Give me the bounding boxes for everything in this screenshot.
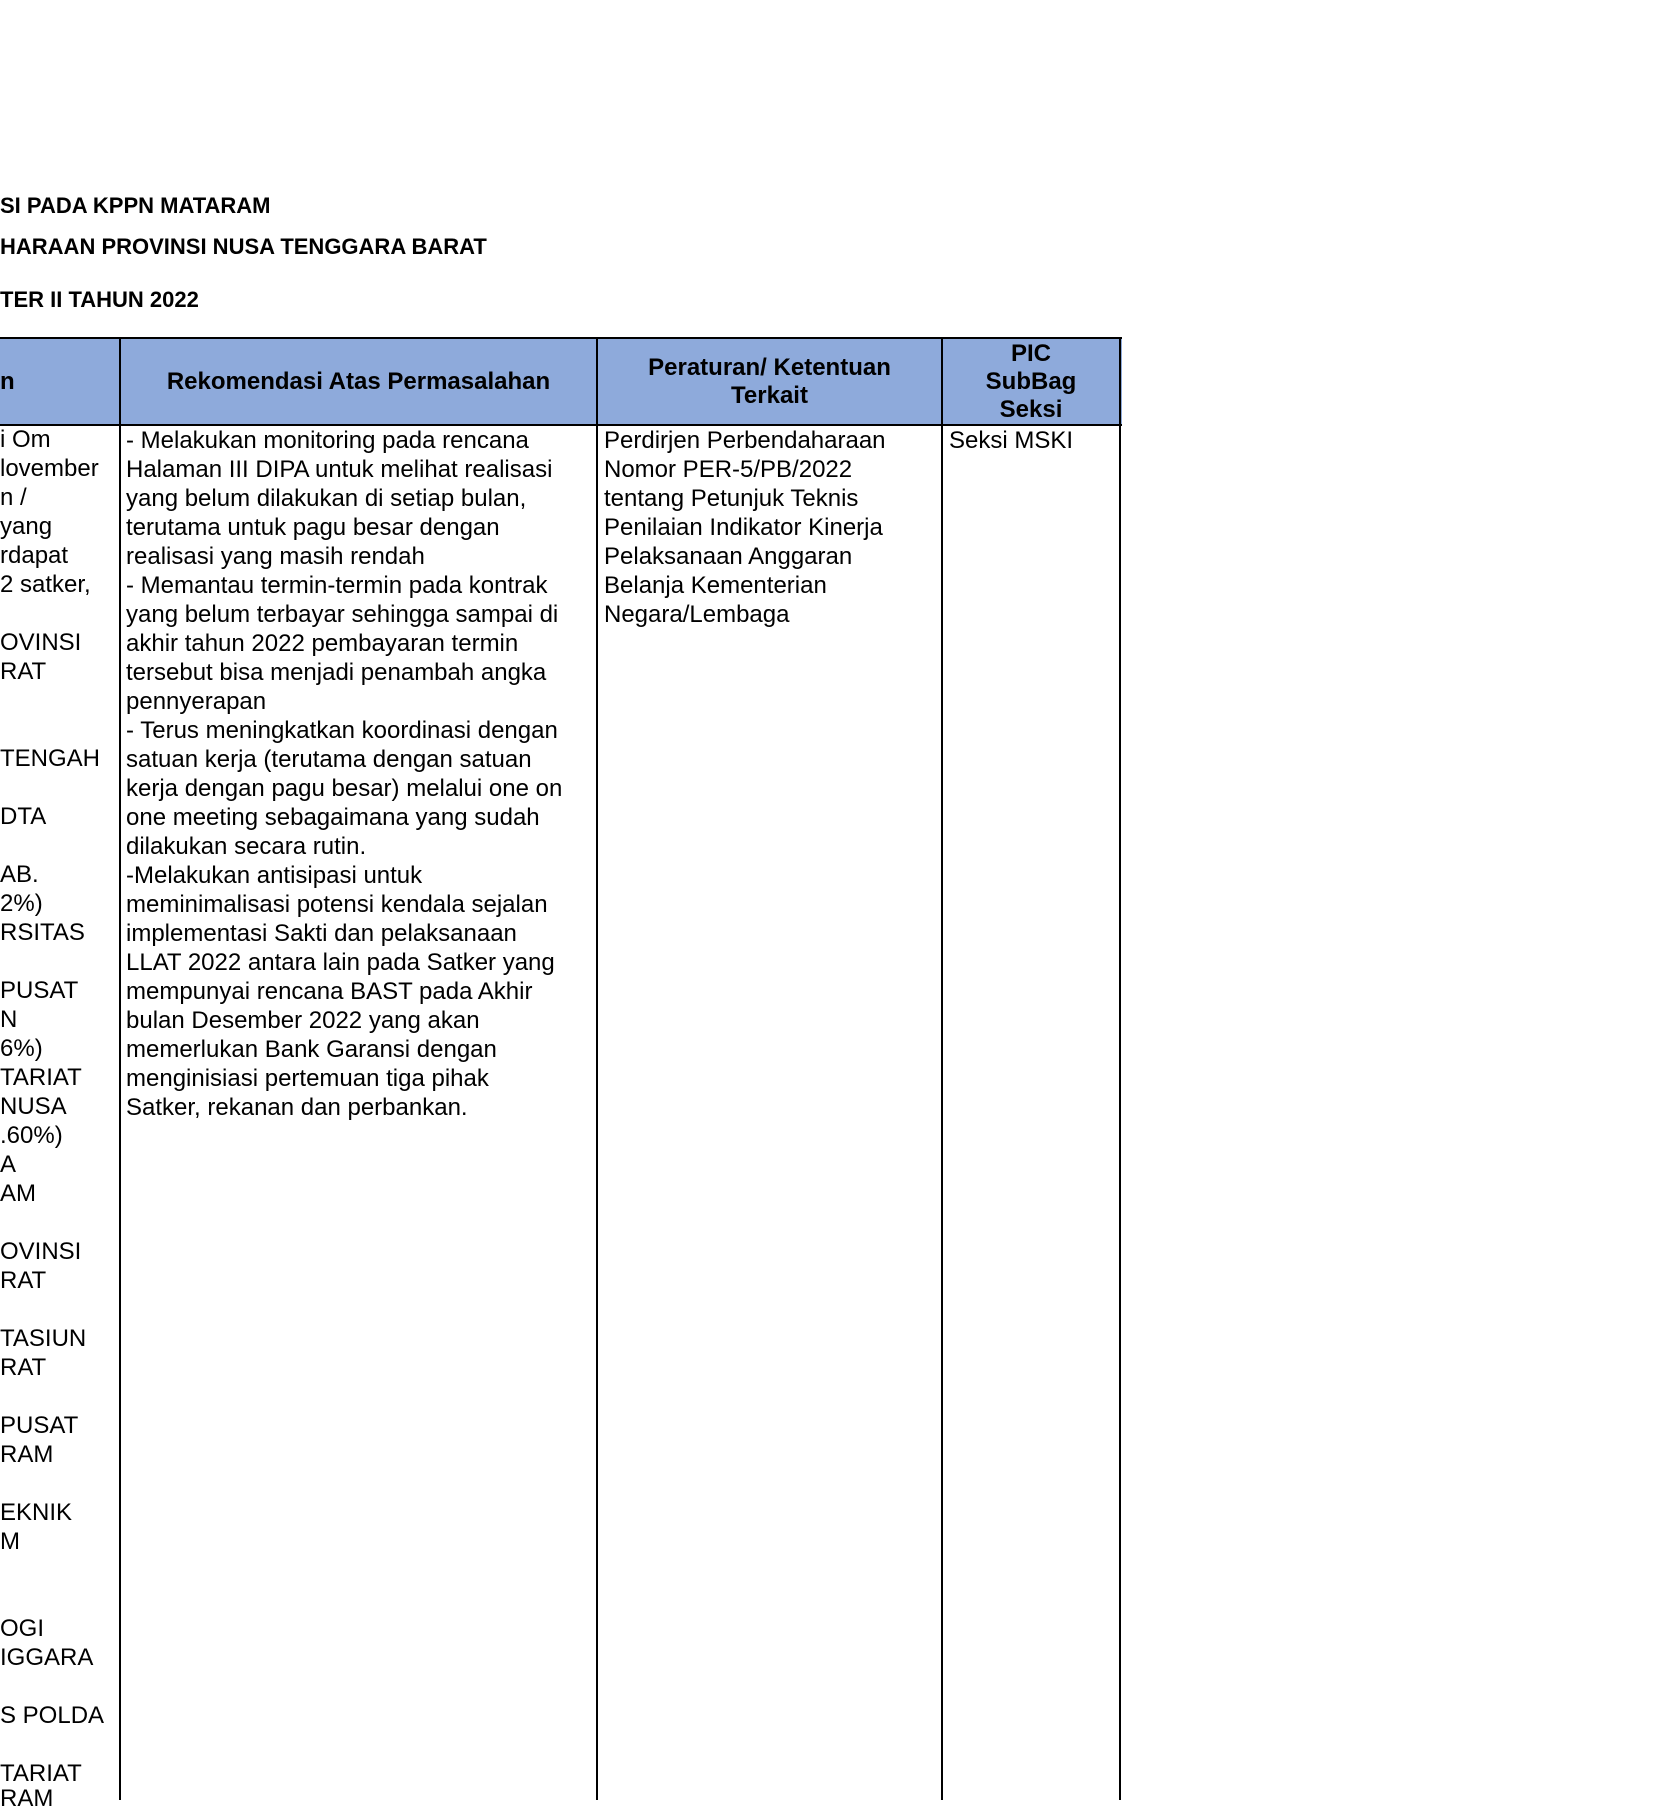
col1-fragment: M [0,1528,20,1555]
col1-fragment: n / [0,484,27,511]
peraturan-cell: Perdirjen Perbendaharaan Nomor PER-5/PB/2022 tentang Petunjuk Teknis Penilaian Indikator Kinerja Pelaksanaan Anggaran Belanja Kementerian Negara/Lembaga [604,427,886,628]
rekomendasi-cell: - Melakukan monitoring pada rencana Halaman III DIPA untuk melihat realisasi yang belum dilakukan di setiap bulan, terutama untuk pagu besar dengan realisasi yang masih rendah - Memantau termin-termin pada kontrak yang belum terbayar sehingga sampai di akhir tahun 2022 pembayaran termin tersebut bisa menjadi penambah angka pennyerapan - Terus meningkatkan koordinasi dengan satuan kerja (terutama dengan satuan kerja dengan pagu besar) melalui one on one meeting sebagaimana yang sudah dilakukan secara rutin. -Melakukan antisipasi untuk meminimalisasi potensi kendala sejalan implementasi Sakti dan pelaksanaan LLAT 2022 antara lain pada Satker yang mempunyai rencana BAST pada Akhir bulan Desember 2022 yang akan memerlukan Bank Garansi dengan menginisiasi pertemuan tiga pihak Satker, rekanan dan perbankan. [126,427,563,1121]
col1-fragment: PUSAT [0,977,79,1004]
col1-fragment: S POLDA [0,1702,105,1729]
col1-fragment: DTA [0,803,47,830]
header-rekomendasi: Rekomendasi Atas Permasalahan [166,367,551,395]
col1-fragment: i Om [0,426,51,453]
col1-fragment: OVINSI [0,629,82,656]
col1-fragment: rdapat [0,542,69,569]
col1-fragment: TARIAT [0,1760,82,1787]
col1-fragment: .60%) [0,1122,63,1149]
col1-fragment: RAT [0,1354,47,1381]
col1-fragment: OGI [0,1615,45,1642]
col1-fragment: PUSAT [0,1412,79,1439]
col1-fragment: AM [0,1180,36,1207]
col1-fragment: AB. [0,861,39,888]
col-divider-1 [119,337,121,1800]
col1-fragment: NUSA [0,1093,67,1120]
col1-fragment: N [0,1006,18,1033]
header-pic: PIC SubBag Seksi [985,339,1077,423]
col1-fragment: RAM [0,1441,54,1468]
col1-fragment: TASIUN [0,1325,87,1352]
col1-fragment: TARIAT [0,1064,82,1091]
col1-fragment: RAM [0,1785,54,1812]
col1-fragment: RAT [0,658,47,685]
col1-fragment: yang [0,513,53,540]
col1-fragment: A [0,1151,17,1178]
pic-cell: Seksi MSKI [949,427,1074,454]
report-title-line-1: SI PADA KPPN MATARAM [0,193,271,218]
col-divider-2 [596,337,598,1800]
col1-fragment: RAT [0,1267,47,1294]
report-title-line-3: TER II TAHUN 2022 [0,287,199,312]
header-peraturan: Peraturan/ Ketentuan Terkait [648,353,891,409]
col1-fragment: OVINSI [0,1238,82,1265]
col1-fragment: 2%) [0,890,43,917]
table-right-border [1119,337,1121,1800]
col1-fragment: EKNIK [0,1499,73,1526]
col-divider-3 [941,337,943,1800]
report-title-line-2: HARAAN PROVINSI NUSA TENGGARA BARAT [0,234,487,259]
col1-fragment: RSITAS [0,919,85,946]
col1-fragment: lovember [0,455,99,482]
col1-fragment: TENGAH [0,745,101,772]
col1-fragment: IGGARA [0,1644,94,1671]
col1-fragment: 2 satker, [0,571,91,598]
col1-fragment: 6%) [0,1035,43,1062]
header-col1: n [0,367,15,395]
